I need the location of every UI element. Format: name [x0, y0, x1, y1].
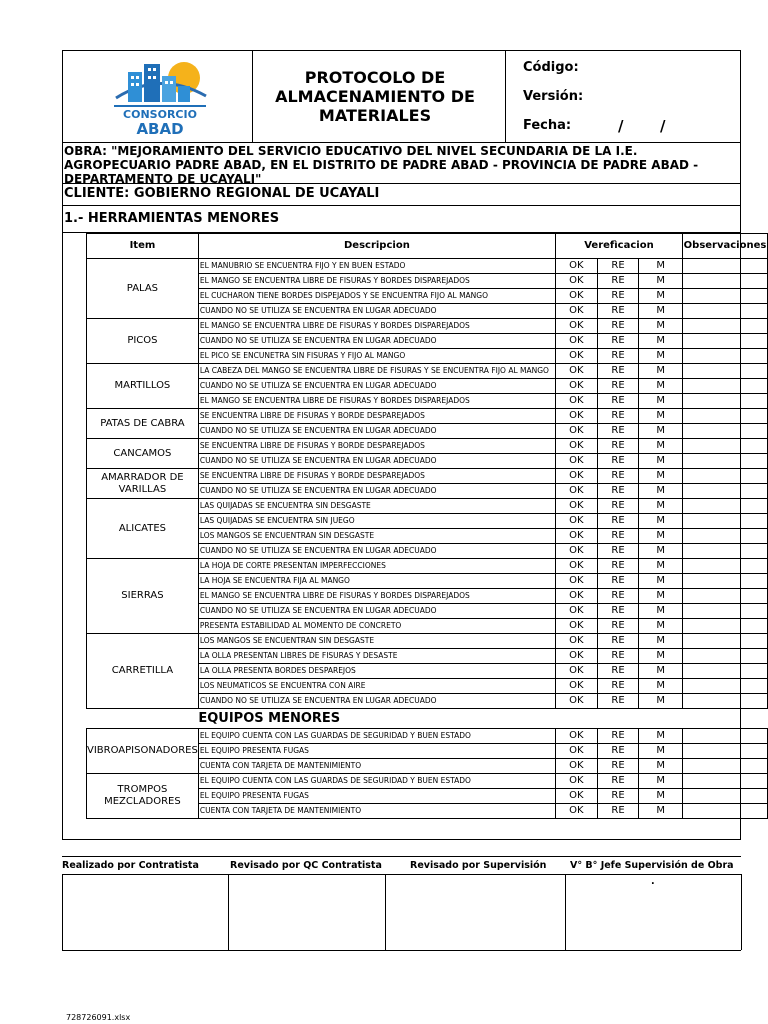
item-description: LA OLLA PRESENTAN LIBRES DE FISURAS Y DESASTE	[198, 649, 555, 664]
check-m[interactable]: M	[639, 454, 683, 469]
check-ok[interactable]: OK	[555, 409, 597, 424]
check-re[interactable]: RE	[597, 529, 639, 544]
item-description: CUANDO NO SE UTILIZA SE ENCUENTRA EN LUGAR ADECUADO	[198, 304, 555, 319]
observaciones-cell[interactable]	[682, 574, 767, 589]
item-description: LAS QUIJADAS SE ENCUENTRA SIN JUEGO	[198, 514, 555, 529]
observaciones-cell[interactable]	[682, 259, 767, 274]
item-description: LOS MANGOS SE ENCUENTRAN SIN DESGASTE	[198, 634, 555, 649]
table-row	[87, 364, 768, 379]
check-ok[interactable]: OK	[555, 559, 597, 574]
codigo-label: Código:	[523, 60, 579, 75]
observaciones-cell[interactable]	[682, 334, 767, 349]
sig-v0	[62, 874, 63, 950]
observaciones-cell[interactable]	[682, 319, 767, 334]
check-re[interactable]: RE	[597, 574, 639, 589]
item-description: SE ENCUENTRA LIBRE DE FISURAS Y BORDE DESPAREJADOS	[198, 469, 555, 484]
check-m[interactable]: M	[639, 729, 683, 744]
item-description: EL MANUBRIO SE ENCUENTRA FIJO Y EN BUEN ESTADO	[198, 259, 555, 274]
observaciones-cell[interactable]	[682, 424, 767, 439]
observaciones-cell[interactable]	[682, 694, 767, 709]
table-header-row	[87, 234, 768, 259]
logo-text-consorcio: CONSORCIO	[123, 108, 197, 121]
check-re[interactable]: RE	[597, 789, 639, 804]
item-description: EL MANGO SE ENCUENTRA LIBRE DE FISURAS Y BORDES DISPAREJADOS	[198, 319, 555, 334]
check-m[interactable]: M	[639, 774, 683, 789]
item-description: LOS NEUMATICOS SE ENCUENTRA CON AIRE	[198, 679, 555, 694]
check-re[interactable]: RE	[597, 694, 639, 709]
check-re[interactable]: RE	[597, 619, 639, 634]
check-re[interactable]: RE	[597, 744, 639, 759]
check-ok[interactable]: OK	[555, 729, 597, 744]
observaciones-cell[interactable]	[682, 439, 767, 454]
section-title-herramientas: 1.- HERRAMIENTAS MENORES	[64, 211, 280, 226]
item-name: PATAS DE CABRA	[87, 409, 199, 439]
item-name: MARTILLOS	[87, 364, 199, 409]
check-ok[interactable]: OK	[555, 424, 597, 439]
observaciones-cell[interactable]	[682, 394, 767, 409]
file-name: 728726091.xlsx	[66, 1013, 131, 1022]
check-re[interactable]: RE	[597, 289, 639, 304]
check-m[interactable]: M	[639, 379, 683, 394]
check-m[interactable]: M	[639, 694, 683, 709]
check-m[interactable]: M	[639, 514, 683, 529]
item-description: CUANDO NO SE UTILIZA SE ENCUENTRA EN LUGAR ADECUADO	[198, 694, 555, 709]
check-re[interactable]: RE	[597, 409, 639, 424]
item-description: EL EQUIPO CUENTA CON LAS GUARDAS DE SEGURIDAD Y BUEN ESTADO	[198, 729, 555, 744]
observaciones-cell[interactable]	[682, 804, 767, 819]
check-ok[interactable]: OK	[555, 514, 597, 529]
table-row	[87, 409, 768, 424]
observaciones-cell[interactable]	[682, 364, 767, 379]
check-m[interactable]: M	[639, 574, 683, 589]
sig-revisado-qc-label: Revisado por QC Contratista	[230, 860, 382, 871]
check-re[interactable]: RE	[597, 649, 639, 664]
item-description: SE ENCUENTRA LIBRE DE FISURAS Y BORDE DESPAREJADOS	[198, 439, 555, 454]
check-ok[interactable]: OK	[555, 634, 597, 649]
check-re[interactable]: RE	[597, 499, 639, 514]
item-description: SE ENCUENTRA LIBRE DE FISURAS Y BORDE DESPAREJADOS	[198, 409, 555, 424]
check-m[interactable]: M	[639, 759, 683, 774]
sig-realizado-label: Realizado por Contratista	[62, 860, 199, 871]
check-ok[interactable]: OK	[555, 334, 597, 349]
item-description: PRESENTA ESTABILIDAD AL MOMENTO DE CONCRETO	[198, 619, 555, 634]
check-re[interactable]: RE	[597, 334, 639, 349]
item-description: EL MANGO SE ENCUENTRA LIBRE DE FISURAS Y BORDES DISPAREJADOS	[198, 394, 555, 409]
check-re[interactable]: RE	[597, 304, 639, 319]
check-re[interactable]: RE	[597, 454, 639, 469]
group-heading-row	[87, 709, 768, 729]
check-ok[interactable]: OK	[555, 619, 597, 634]
item-description: EL MANGO SE ENCUENTRA LIBRE DE FISURAS Y BORDES DISPAREJADOS	[198, 589, 555, 604]
observaciones-cell[interactable]	[682, 619, 767, 634]
item-description: EL EQUIPO PRESENTA FUGAS	[198, 744, 555, 759]
item-description: CUANDO NO SE UTILIZA SE ENCUENTRA EN LUGAR ADECUADO	[198, 604, 555, 619]
check-m[interactable]: M	[639, 544, 683, 559]
check-re[interactable]: RE	[597, 259, 639, 274]
signature-top-rule	[62, 856, 741, 857]
check-ok[interactable]: OK	[555, 364, 597, 379]
item-description: LOS MANGOS SE ENCUENTRAN SIN DESGASTE	[198, 529, 555, 544]
check-re[interactable]: RE	[597, 544, 639, 559]
table-row	[87, 774, 768, 789]
check-ok[interactable]: OK	[555, 789, 597, 804]
check-re[interactable]: RE	[597, 679, 639, 694]
item-description: CUANDO NO SE UTILIZA SE ENCUENTRA EN LUGAR ADECUADO	[198, 424, 555, 439]
sig-v4	[741, 874, 742, 950]
check-m[interactable]: M	[639, 394, 683, 409]
item-name: ALICATES	[87, 499, 199, 559]
check-m[interactable]: M	[639, 634, 683, 649]
check-ok[interactable]: OK	[555, 394, 597, 409]
check-m[interactable]: M	[639, 334, 683, 349]
sig-revisado-supervision-label: Revisado por Supervisión	[410, 860, 547, 871]
item-description: CUANDO NO SE UTILIZA SE ENCUENTRA EN LUGAR ADECUADO	[198, 484, 555, 499]
check-ok[interactable]: OK	[555, 274, 597, 289]
check-m[interactable]: M	[639, 409, 683, 424]
sig-v3	[565, 874, 566, 950]
item-name: AMARRADOR DE VARILLAS	[87, 469, 199, 499]
observaciones-cell[interactable]	[682, 634, 767, 649]
check-ok[interactable]: OK	[555, 744, 597, 759]
check-re[interactable]: RE	[597, 319, 639, 334]
item-name: CANCAMOS	[87, 439, 199, 469]
observaciones-cell[interactable]	[682, 409, 767, 424]
check-ok[interactable]: OK	[555, 259, 597, 274]
checklist-table	[86, 233, 768, 819]
check-ok[interactable]: OK	[555, 349, 597, 364]
header-descripcion: Descripcion	[198, 234, 555, 259]
check-ok[interactable]: OK	[555, 439, 597, 454]
check-ok[interactable]: OK	[555, 649, 597, 664]
header-observaciones: Observaciones	[682, 234, 767, 259]
item-description: LA HOJA SE ENCUENTRA FIJA AL MANGO	[198, 574, 555, 589]
title-line-2: ALMACENAMIENTO DE	[275, 87, 475, 106]
check-m[interactable]: M	[639, 289, 683, 304]
item-name: PALAS	[87, 259, 199, 319]
check-ok[interactable]: OK	[555, 529, 597, 544]
check-re[interactable]: RE	[597, 424, 639, 439]
table-row	[87, 439, 768, 454]
check-m[interactable]: M	[639, 559, 683, 574]
observaciones-cell[interactable]	[682, 274, 767, 289]
check-re[interactable]: RE	[597, 664, 639, 679]
item-description: CUANDO NO SE UTILIZA SE ENCUENTRA EN LUGAR ADECUADO	[198, 334, 555, 349]
check-re[interactable]: RE	[597, 394, 639, 409]
check-ok[interactable]: OK	[555, 604, 597, 619]
version-label: Versión:	[523, 89, 584, 104]
item-description: LA OLLA PRESENTA BORDES DESPAREJOS	[198, 664, 555, 679]
check-m[interactable]: M	[639, 469, 683, 484]
observaciones-cell[interactable]	[682, 604, 767, 619]
observaciones-cell[interactable]	[682, 349, 767, 364]
item-name: VIBROAPISONADORES	[87, 729, 199, 774]
check-m[interactable]: M	[639, 589, 683, 604]
check-ok[interactable]: OK	[555, 379, 597, 394]
check-m[interactable]: M	[639, 439, 683, 454]
check-ok[interactable]: OK	[555, 499, 597, 514]
table-row	[87, 499, 768, 514]
observaciones-cell[interactable]	[682, 649, 767, 664]
check-ok[interactable]: OK	[555, 694, 597, 709]
check-re[interactable]: RE	[597, 559, 639, 574]
observaciones-cell[interactable]	[682, 729, 767, 744]
observaciones-cell[interactable]	[682, 589, 767, 604]
check-m[interactable]: M	[639, 349, 683, 364]
check-ok[interactable]: OK	[555, 544, 597, 559]
check-ok[interactable]: OK	[555, 319, 597, 334]
check-m[interactable]: M	[639, 664, 683, 679]
check-ok[interactable]: OK	[555, 589, 597, 604]
observaciones-cell[interactable]	[682, 529, 767, 544]
signature-bottom-rule	[62, 950, 741, 951]
item-description: LAS QUIJADAS SE ENCUENTRA SIN DESGASTE	[198, 499, 555, 514]
item-description: LA CABEZA DEL MANGO SE ENCUENTRA LIBRE DE FISURAS Y SE ENCUENTRA FIJO AL MANGO	[198, 364, 555, 379]
check-re[interactable]: RE	[597, 364, 639, 379]
check-m[interactable]: M	[639, 319, 683, 334]
table-row	[87, 729, 768, 744]
logo-text-abad: ABAD	[136, 120, 184, 138]
check-re[interactable]: RE	[597, 774, 639, 789]
header-item: Item	[87, 234, 199, 259]
check-m[interactable]: M	[639, 484, 683, 499]
fecha-label: Fecha:	[523, 118, 572, 133]
header-bottom-rule	[62, 142, 741, 143]
sig-dot: .	[651, 876, 655, 887]
item-description: CUANDO NO SE UTILIZA SE ENCUENTRA EN LUGAR ADECUADO	[198, 544, 555, 559]
item-description: CUENTA CON TARJETA DE MANTENIMIENTO	[198, 804, 555, 819]
check-m[interactable]: M	[639, 304, 683, 319]
consorcio-abad-logo	[110, 56, 210, 138]
check-ok[interactable]: OK	[555, 664, 597, 679]
check-m[interactable]: M	[639, 364, 683, 379]
observaciones-cell[interactable]	[682, 469, 767, 484]
check-ok[interactable]: OK	[555, 289, 597, 304]
check-m[interactable]: M	[639, 789, 683, 804]
check-ok[interactable]: OK	[555, 484, 597, 499]
check-ok[interactable]: OK	[555, 454, 597, 469]
check-ok[interactable]: OK	[555, 469, 597, 484]
observaciones-cell[interactable]	[682, 664, 767, 679]
title-line-3: MATERIALES	[318, 106, 432, 125]
observaciones-cell[interactable]	[682, 759, 767, 774]
item-name: PICOS	[87, 319, 199, 364]
check-m[interactable]: M	[639, 424, 683, 439]
check-m[interactable]: M	[639, 804, 683, 819]
table-row	[87, 259, 768, 274]
item-description: CUENTA CON TARJETA DE MANTENIMIENTO	[198, 759, 555, 774]
item-description: CUANDO NO SE UTILIZA SE ENCUENTRA EN LUGAR ADECUADO	[198, 454, 555, 469]
group-heading-spacer	[87, 709, 199, 729]
check-ok[interactable]: OK	[555, 759, 597, 774]
observaciones-cell[interactable]	[682, 379, 767, 394]
check-re[interactable]: RE	[597, 604, 639, 619]
table-row	[87, 559, 768, 574]
check-m[interactable]: M	[639, 604, 683, 619]
observaciones-cell[interactable]	[682, 774, 767, 789]
cliente-text: CLIENTE: GOBIERNO REGIONAL DE UCAYALI	[64, 186, 380, 201]
observaciones-cell[interactable]	[682, 289, 767, 304]
check-ok[interactable]: OK	[555, 574, 597, 589]
check-re[interactable]: RE	[597, 759, 639, 774]
check-ok[interactable]: OK	[555, 774, 597, 789]
title-divider	[505, 50, 506, 142]
check-re[interactable]: RE	[597, 804, 639, 819]
check-m[interactable]: M	[639, 744, 683, 759]
fecha-separator-2: /	[660, 117, 666, 135]
sig-vobo-label: V° B° Jefe Supervisión de Obra	[570, 860, 734, 871]
title-line-1: PROTOCOLO DE	[304, 68, 446, 87]
check-ok[interactable]: OK	[555, 679, 597, 694]
group-heading: EQUIPOS MENORES	[198, 709, 767, 729]
item-name: SIERRAS	[87, 559, 199, 634]
check-re[interactable]: RE	[597, 349, 639, 364]
observaciones-cell[interactable]	[682, 789, 767, 804]
check-m[interactable]: M	[639, 679, 683, 694]
check-re[interactable]: RE	[597, 589, 639, 604]
check-m[interactable]: M	[639, 649, 683, 664]
check-m[interactable]: M	[639, 499, 683, 514]
item-description: EL CUCHARON TIENE BORDES DISPEJADOS Y SE ENCUENTRA FIJO AL MANGO	[198, 289, 555, 304]
observaciones-cell[interactable]	[682, 544, 767, 559]
observaciones-cell[interactable]	[682, 514, 767, 529]
sig-v1	[228, 874, 229, 950]
signature-header-rule	[62, 874, 741, 875]
check-m[interactable]: M	[639, 619, 683, 634]
observaciones-cell[interactable]	[682, 744, 767, 759]
check-m[interactable]: M	[639, 259, 683, 274]
observaciones-cell[interactable]	[682, 559, 767, 574]
item-name: CARRETILLA	[87, 634, 199, 709]
observaciones-cell[interactable]	[682, 454, 767, 469]
item-description: EL EQUIPO CUENTA CON LAS GUARDAS DE SEGURIDAD Y BUEN ESTADO	[198, 774, 555, 789]
cliente-bottom-rule	[62, 205, 741, 206]
check-re[interactable]: RE	[597, 514, 639, 529]
check-re[interactable]: RE	[597, 729, 639, 744]
table-row	[87, 469, 768, 484]
check-re[interactable]: RE	[597, 439, 639, 454]
observaciones-cell[interactable]	[682, 484, 767, 499]
header-verificacion: Verefìcacion	[555, 234, 682, 259]
check-m[interactable]: M	[639, 274, 683, 289]
check-ok[interactable]: OK	[555, 804, 597, 819]
check-re[interactable]: RE	[597, 469, 639, 484]
fecha-separator-1: /	[618, 117, 624, 135]
check-re[interactable]: RE	[597, 484, 639, 499]
obra-text: OBRA: "MEJORAMIENTO DEL SERVICIO EDUCATIVO DEL NIVEL SECUNDARIA DE LA I.E. AGROPECUARIO PADRE ABAD, EN EL DISTRITO DE PADRE ABAD - PROVINCIA DE PADRE ABAD - DEPARTAMENTO DE UCAYALI"	[64, 144, 699, 186]
check-m[interactable]: M	[639, 529, 683, 544]
observaciones-cell[interactable]	[682, 679, 767, 694]
table-row	[87, 319, 768, 334]
item-description: EL MANGO SE ENCUENTRA LIBRE DE FISURAS Y BORDES DISPAREJADOS	[198, 274, 555, 289]
sig-v2	[385, 874, 386, 950]
table-row	[87, 634, 768, 649]
check-re[interactable]: RE	[597, 274, 639, 289]
item-description: EL EQUIPO PRESENTA FUGAS	[198, 789, 555, 804]
check-re[interactable]: RE	[597, 379, 639, 394]
check-ok[interactable]: OK	[555, 304, 597, 319]
item-description: EL PICO SE ENCUNETRA SIN FISURAS Y FIJO AL MANGO	[198, 349, 555, 364]
document-title	[250, 68, 500, 125]
item-description: LA HOJA DE CORTE PRESENTAN IMPERFECCIONES	[198, 559, 555, 574]
item-name: TROMPOS MEZCLADORES	[87, 774, 199, 819]
observaciones-cell[interactable]	[682, 499, 767, 514]
item-description: CUANDO NO SE UTILIZA SE ENCUENTRA EN LUGAR ADECUADO	[198, 379, 555, 394]
observaciones-cell[interactable]	[682, 304, 767, 319]
check-re[interactable]: RE	[597, 634, 639, 649]
